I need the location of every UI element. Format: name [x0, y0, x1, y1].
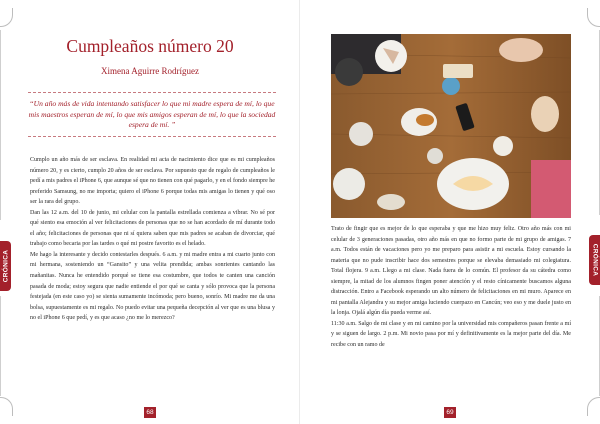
corner-ornament	[587, 397, 600, 416]
pull-quote: “Un año más de vida intentando satisfacer lo que mi madre espera de mí, lo que mis maestros esperan de mí, lo que mis amigos esperan de mí, lo que la sociedad espera de mí. ”	[28, 92, 276, 137]
page-edge-line	[0, 30, 1, 220]
paragraph: Dan las 12 a.m. del 10 de junio, mi celular con la pantalla estrellada comienza a vibrar. No sé por qué siento esa emoción al ver felicitaciones de personas que no se han acordado de mí durante todo el año; felicitaciones de personas que ni sí quiera saben que mis padres se acaban de divorciar, qué trabajo como becaria por las tardes o qué mi postre favorito es el helado.	[30, 209, 275, 248]
paragraph: 11:30 a.m. Salgo de mi clase y en mi camino por la universidad mis compañeros pasan frente a mí y se siguen de largo. 2 p.m. Mi novio pasa por mí y definitivamente es la mejor parte del día. Me recibe con un ramo de	[331, 320, 571, 349]
section-tab	[0, 241, 11, 291]
paragraph: Me hago la interesante y decido contestarles después. 6 a.m. y mi madre entra a mi cuarto junto con mi hermana, sosteniendo un “Gansito” y una velita prendida; ambas sonrientes cantando las mañanitas. Nunca he entendido porqué se tiene esa costumbre, que todos te canten una canción pasada de moda; estoy segura que nadie entiende el por qué se canta y sólo provoca que la persona festejada (en este caso yo) se sienta sumamente incómoda; pero bueno, sonrío. Mi madre me da una bolsa, supuestamente es mi regalo. No puedo evitar una pequeña decepción al ver que es una blusa y no el iPhone 6 que pedí, y es que acaso ¿no me lo merezco?	[30, 251, 275, 322]
section-tab-label: CRÓNICA	[591, 243, 598, 277]
right-page	[300, 0, 600, 424]
article-title: Cumpleaños número 20	[66, 36, 234, 56]
section-tab	[589, 235, 600, 285]
corner-ornament	[587, 8, 600, 27]
body-text	[331, 224, 571, 351]
table-photo	[331, 34, 571, 218]
paragraph: Cumplo un año más de ser esclava. En realidad mi acta de nacimiento dice que es mi cumpleaños número 20, y es cierto, cumplo 20 años de ser esclava. Por supuesto que de regalo de cumpleaños le pedí a mis padres el iPhone 6, que aunque sé que no tienen con qué pagarlo, y en el fondo siempre he preferido Samsung, no me importa; quiero el iPhone 6 porque todas mis amigas lo tienen y qué oso ser la rara del grupo.	[30, 157, 275, 206]
paragraph: Trato de fingir que es mejor de lo que esperaba y que me hizo muy feliz. Otro año más con mi celular de 3 generaciones pasadas, otro año más en que no formo parte de mi grupo de amigas. 7 a.m. Todos están de vacaciones pero yo me preparo para asistir a mi escuela. Estoy cursando la materia que no pude inscribir hace dos semestres porque se elevaba demasiado mi colegiatura. Total flojera. 9 a.m. Llego a mi clase. Nada fuera de lo común. El profesor da su cátedra como siempre, la mitad de los alumnos fingen poner atención y el resto cínicamente buscamos alguna distracción. Entro a Facebook esperando un alto número de felicitaciones en mi muro. Aparece en mi pantalla Alejandra y su mejor amiga luciendo cuerpazo en Cancún; veo eso y me duele justo en la lonja. Ojalá algún día pueda verme así.	[331, 226, 571, 317]
corner-ornament	[0, 397, 13, 416]
author-name: Ximena Aguirre Rodríguez	[101, 66, 199, 76]
page-number: 69	[444, 407, 456, 418]
table-photo-illustration	[331, 34, 571, 218]
section-tab-label: CRÓNICA	[2, 249, 9, 283]
corner-ornament	[0, 8, 13, 27]
body-text	[30, 155, 275, 324]
page-edge-line	[0, 296, 1, 396]
page-number: 68	[144, 407, 156, 418]
